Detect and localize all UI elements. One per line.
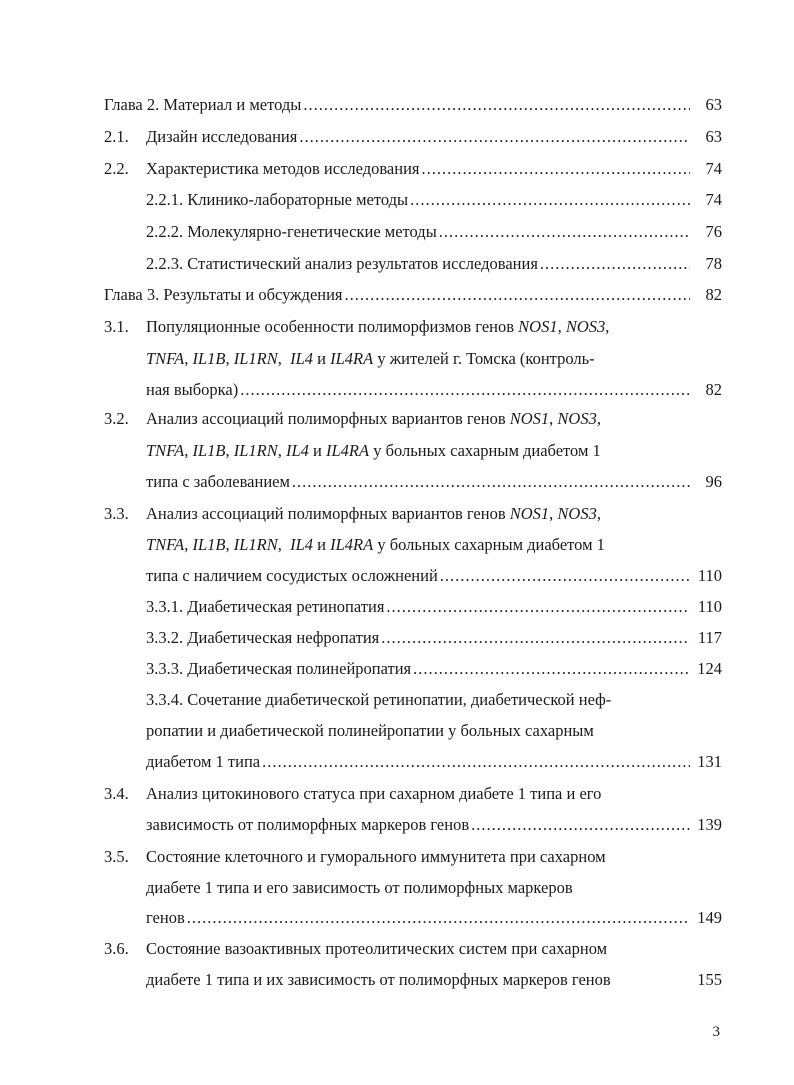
gene-name: IL4RA [326, 441, 370, 460]
toc-entry-title: типа с наличием сосудистых осложнений [146, 566, 438, 585]
toc-row [0, 157, 794, 181]
toc-entry-title: 3.3.3. Диабетическая полинейропатия [146, 659, 412, 678]
leader-dots [386, 595, 690, 619]
toc-page-number: 82 [705, 285, 722, 304]
toc-entry-title: Анализ ассоциаций полиморфных вариантов генов [146, 409, 506, 428]
leader-dots [440, 564, 690, 588]
leader-dots [422, 157, 690, 181]
leader-dots [471, 813, 690, 837]
leader-dots [540, 252, 690, 276]
toc-row: 3.3. Анализ ассоциаций полиморфных вариантов генов NOS1, NOS3, [0, 502, 794, 526]
toc-row [0, 378, 794, 402]
gene-name: NOS3 [565, 317, 606, 336]
toc-entry-title: Дизайн исследования [146, 127, 298, 146]
toc-row [0, 657, 794, 681]
toc-page-number: 76 [705, 222, 722, 241]
leader-dots [381, 626, 690, 650]
gene-name: IL1RN [233, 349, 278, 368]
toc-entry-title: генов [146, 908, 185, 927]
leader-dots [413, 657, 690, 681]
toc-entry-title: Анализ ассоциаций полиморфных вариантов генов [146, 504, 506, 523]
toc-row [0, 188, 794, 212]
toc-entry-title: Анализ цитокинового статуса при сахарном диабете 1 типа и его [146, 784, 602, 803]
toc-row [0, 252, 794, 276]
toc-page-number: 74 [705, 190, 722, 209]
leader-dots [345, 283, 690, 307]
toc-row [0, 626, 794, 650]
toc-row [0, 220, 794, 244]
toc-row [0, 876, 794, 900]
toc-page-number: 155 [697, 970, 722, 989]
gene-name: IL4 [290, 535, 314, 554]
gene-name: NOS3 [557, 409, 597, 428]
gene-name: TNFA [146, 441, 185, 460]
toc-page-number: 124 [697, 659, 722, 678]
toc-entry-title: 3.3.2. Диабетическая нефропатия [146, 628, 380, 647]
gene-name: NOS1 [509, 504, 550, 523]
toc-page-number: 149 [697, 908, 722, 927]
toc-section-number: 3.2. [104, 409, 129, 428]
toc-page-number: 74 [705, 159, 722, 178]
toc-entry-title: зависимость от полиморфных маркеров генов [146, 815, 470, 834]
gene-name: TNFA [146, 349, 185, 368]
leader-dots [187, 906, 690, 930]
toc-entry-title: 2.2.3. Статистический анализ результатов исследования [146, 254, 538, 273]
toc-row [0, 782, 794, 806]
gene-name: IL1B [192, 349, 226, 368]
toc-page-number: 110 [697, 566, 722, 585]
toc-page-number: 63 [705, 95, 722, 114]
gene-name: NOS3 [557, 504, 597, 523]
leader-dots [299, 125, 690, 149]
toc-row [0, 93, 794, 117]
toc-row [0, 470, 794, 494]
toc-entry-title: у больных сахарным диабетом 1 [373, 535, 605, 554]
toc-entry-title: Состояние вазоактивных протеолитических систем при сахарном [146, 939, 608, 958]
toc-row [0, 813, 794, 837]
toc-section-number: 2.2. [104, 159, 129, 178]
toc-row [0, 968, 794, 992]
toc-entry-title: диабетом 1 типа [146, 752, 261, 771]
leader-dots [410, 188, 690, 212]
gene-name: IL1B [192, 535, 226, 554]
toc-entry-title: 3.3.4. Сочетание диабетической ретинопатии, диабетической неф- [146, 690, 612, 709]
gene-name: NOS1 [518, 317, 558, 336]
toc-page-number: 110 [697, 597, 722, 616]
gene-name: IL1B [192, 441, 226, 460]
toc-entry-title: Глава 2. Материал и методы [104, 95, 302, 114]
gene-name: IL4RA [330, 535, 374, 554]
toc-row: 3.1. Популяционные особенности полиморфизмов генов NOS1, NOS3, [0, 315, 794, 339]
toc-entry-title: 2.2.2. Молекулярно-генетические методы [146, 222, 437, 241]
toc-row: TNFA, IL1B, IL1RN, IL4 и IL4RA у жителей г. Томска (контроль- [146, 349, 595, 368]
gene-name: IL4 [285, 441, 309, 460]
toc-section-number: 2.1. [104, 127, 129, 146]
toc-entry-title: типа с заболеванием [146, 472, 290, 491]
toc-entry-title: 3.3.1. Диабетическая ретинопатия [146, 597, 385, 616]
toc-section-number: 3.3. [104, 504, 129, 523]
toc-page-number: 96 [705, 472, 722, 491]
toc-section-number: 3.1. [104, 317, 129, 336]
toc-page-number: 117 [697, 628, 722, 647]
toc-row [0, 283, 794, 307]
toc-entry-title: диабете 1 типа и его зависимость от полиморфных маркеров [146, 878, 573, 897]
toc-entry-title: Характеристика методов исследования [146, 159, 420, 178]
toc-row: 3.2. Анализ ассоциаций полиморфных вариантов генов NOS1, NOS3, [0, 407, 794, 431]
toc-row [0, 125, 794, 149]
toc-page-number: 139 [697, 815, 722, 834]
leader-dots [262, 750, 690, 774]
toc-section-number: 3.4. [104, 784, 129, 803]
toc-entry-title: у жителей г. Томска (контроль- [373, 349, 595, 368]
leader-dots [439, 220, 690, 244]
toc-page-number: 82 [705, 380, 722, 399]
toc-row: TNFA, IL1B, IL1RN, IL4 и IL4RA у больных сахарным диабетом 1 [146, 535, 605, 554]
toc-entry-title: Глава 3. Результаты и обсуждения [104, 285, 343, 304]
gene-name: IL4 [290, 349, 314, 368]
toc-row: TNFA, IL1B, IL1RN, IL4 и IL4RA у больных сахарным диабетом 1 [146, 441, 601, 460]
toc-entry-title: у больных сахарным диабетом 1 [369, 441, 601, 460]
toc-row [0, 719, 794, 743]
leader-dots [240, 378, 690, 402]
leader-dots [292, 470, 690, 494]
gene-name: NOS1 [509, 409, 550, 428]
page-number: 3 [712, 1024, 720, 1040]
leader-dots [303, 93, 690, 117]
toc-row [0, 845, 794, 869]
gene-name: IL1RN [233, 441, 278, 460]
toc-row [0, 750, 794, 774]
toc-entry-title: Состояние клеточного и гуморального иммунитета при сахарном [146, 847, 606, 866]
toc-page-number: 63 [705, 127, 722, 146]
toc-entry-title: ная выборка) [146, 380, 239, 399]
toc-section-number: 3.6. [104, 939, 129, 958]
toc-entry-title: Популяционные особенности полиморфизмов генов [146, 317, 515, 336]
toc-entry-title: диабете 1 типа и их зависимость от полиморфных маркеров генов [146, 970, 611, 989]
toc-row [0, 906, 794, 930]
gene-name: TNFA [146, 535, 185, 554]
toc-row [0, 937, 794, 961]
toc-entry-title: 2.2.1. Клинико-лабораторные методы [146, 190, 409, 209]
gene-name: IL1RN [233, 535, 278, 554]
toc-entry-title: ропатии и диабетической полинейропатии у больных сахарным [146, 721, 594, 740]
toc-row [0, 564, 794, 588]
toc-page-number: 131 [697, 752, 722, 771]
toc-row [0, 595, 794, 619]
toc-row [0, 688, 794, 712]
toc-section-number: 3.5. [104, 847, 129, 866]
toc-page-number: 78 [705, 254, 722, 273]
gene-name: IL4RA [330, 349, 374, 368]
